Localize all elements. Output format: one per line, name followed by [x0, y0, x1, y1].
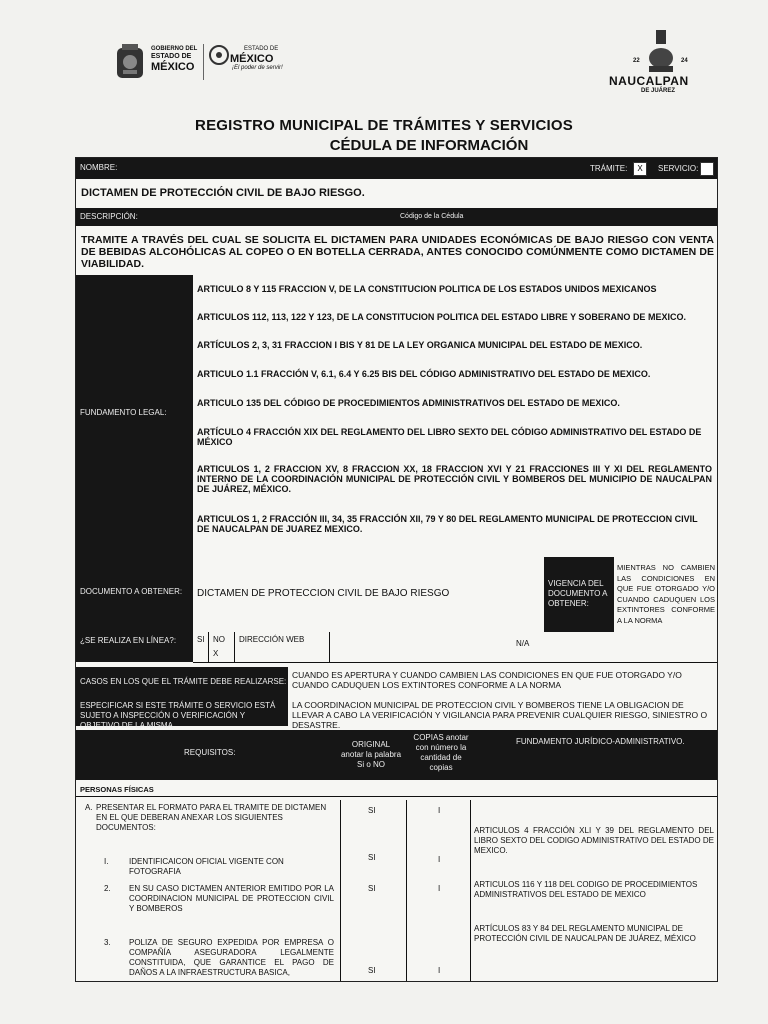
req-text: POLIZA DE SEGURO EXPEDIDA POR EMPRESA O COMPAÑÍA ASEGURADORA LEGALMENTE CONSTITUIDA, QUE GARANTICE EL PAGO DE DAÑOS A LA INFRAESTRUCTURA BASICA, — [129, 938, 334, 977]
state-logo-line1: ESTADO DE — [244, 46, 279, 52]
descripcion-value: TRAMITE A TRAVÉS DEL CUAL SE SOLICITA EL DICTAMEN PARA UNIDADES ECONÓMICAS DE BAJO RIESGO CON VENTA DE BEBIDAS ALCOHÓLICAS AL COPEO O EN BOTELLA CERRADA, ANTES CONOCIDO COMÚNMENTE COMO DICTAMEN DE VIABILIDAD. — [81, 234, 714, 270]
fundamento-label: FUNDAMENTO LEGAL: — [80, 408, 167, 417]
inspeccion-side — [76, 697, 288, 730]
fundamento-item: ARTICULOS 112, 113, 122 Y 123, DE LA CONSTITUCION POLITICA DEL ESTADO LIBRE Y SOBERANO DE MEXICO. — [197, 312, 686, 322]
inspeccion-value: LA COORDINACION MUNICIPAL DE PROTECCION CIVIL Y BOMBEROS TIENE LA OBLIGACION DE LLEVAR A CABO LA VERIFICACIÓN Y VIGILANCIA PARA PREVENIR CUALQUIER RIESGO, SINIESTRO O DESASTRE. — [292, 700, 708, 730]
copias-header: COPIAS anotar con número la cantidad de copias — [413, 733, 469, 772]
servicio-checkbox[interactable] — [700, 162, 714, 176]
casos-value: CUANDO ES APERTURA Y CUANDO CAMBIEN LAS CONDICIONES EN QUE FUE OTORGADO Y/O CUANDO CADUQUEN LOS EXTINTORES CONFORME A LA NORMA — [292, 670, 682, 690]
req-copias: I — [438, 855, 441, 864]
gobierno-estado-logo — [113, 42, 203, 84]
req-text: PRESENTAR EL FORMATO PARA EL TRAMITE DE DICTAMEN EN EL QUE DEBERAN ANEXAR LOS SIGUIENTES DOCUMENTOS: — [96, 803, 327, 832]
fundamento-item: ARTICULOS 1, 2 FRACCION XV, 8 FRACCION XX, 18 FRACCION XVI Y 21 FRACCIONES III Y XI DEL REGLAMENTO INTERNO DE LA COORDINACIÓN MUNICIPAL DE PROTECCIÓN CIVIL Y BOMBEROS DEL MUNICIPIO DE NAUCALPAN DE JUÁREZ, MÉXICO. — [197, 464, 712, 494]
page-title: REGISTRO MUNICIPAL DE TRÁMITES Y SERVICIOS — [195, 117, 573, 134]
servicio-label: SERVICIO: — [658, 164, 699, 173]
req-original: SI — [368, 853, 376, 862]
fundamento-item: ARTICULO 8 Y 115 FRACCION V, DE LA CONSTITUCION POLITICA DE LOS ESTADOS UNIDOS MEXICANOS — [197, 284, 657, 294]
vigencia-value: MIENTRAS NO CAMBIEN LAS CONDICIONES EN QUE FUE OTORGADO Y/O CUANDO CADUQUEN LOS EXTINTORES CONFORME A LA NORMA — [617, 563, 715, 625]
fundamento-item: ARTICULOS 1, 2 FRACCIÓN III, 34, 35 FRACCIÓN XII, 79 Y 80 DEL REGLAMENTO MUNICIPAL DE PROTECCION CIVIL DE NAUCALPAN DE JUAREZ MEXICO. — [197, 514, 698, 534]
gov-logo-line2: ESTADO DE — [151, 53, 192, 60]
flower-emblem-icon — [208, 44, 230, 66]
fundamento-item: ARTICULO 1.1 FRACCIÓN V, 6.1, 6.4 Y 6.25 BIS DEL CÓDIGO ADMINISTRATIVO DEL ESTADO DE MEXICO. — [197, 369, 651, 379]
req-original: SI — [368, 966, 376, 975]
req-original: SI — [368, 884, 376, 893]
divider — [76, 796, 717, 797]
req-copias: I — [438, 884, 441, 893]
linea-label: ¿SE REALIZA EN LÍNEA?: — [80, 636, 177, 645]
req-num: I. — [104, 857, 109, 866]
req-num: A. — [85, 803, 93, 812]
nombre-bar — [76, 158, 717, 179]
muni-logo-name: NAUCALPAN — [609, 74, 689, 88]
divider — [234, 632, 235, 662]
fundamento-side — [76, 275, 193, 557]
requisitos-label: REQUISITOS: — [184, 748, 236, 757]
cedula-form — [75, 157, 718, 982]
requisitos-header — [76, 730, 717, 780]
estado-mexico-logo — [208, 42, 288, 82]
req-text: EN SU CASO DICTAMEN ANTERIOR EMITIDO POR LA COORDINACION MUNICIPAL DE PROTECCION CIVIL Y BOMBEROS — [129, 884, 334, 913]
divider — [193, 662, 717, 663]
muni-logo-num-left: 22 — [633, 58, 640, 64]
column-divider — [340, 800, 341, 981]
web-label: DIRECCIÓN WEB — [239, 635, 305, 644]
fundamento-juridico: ARTICULOS 116 Y 118 DEL CODIGO DE PROCEDIMIENTOS ADMINISTRATIVOS DEL ESTADO DE MEXICO — [474, 880, 698, 899]
fundamento-item: ARTÍCULOS 2, 3, 31 FRACCION I BIS Y 81 DE LA LEY ORGANICA MUNICIPAL DEL ESTADO DE MEXICO. — [197, 340, 643, 350]
req-text: IDENTIFICAICON OFICIAL VIGENTE CON FOTOGRAFIA — [129, 857, 284, 876]
gov-logo-line1: GOBIERNO DEL — [151, 46, 198, 52]
req-copias: I — [438, 966, 441, 975]
state-logo-slogan: ¡El poder de servir! — [232, 65, 283, 71]
state-logo-line2: MÉXICO — [230, 53, 274, 65]
page-subtitle: CÉDULA DE INFORMACIÓN — [329, 137, 529, 154]
linea-no-mark: X — [213, 649, 219, 658]
documento-side — [76, 557, 193, 632]
tramite-checkbox[interactable]: X — [633, 162, 647, 176]
logo-divider — [203, 44, 204, 80]
column-divider — [470, 800, 471, 981]
nombre-label: NOMBRE: — [80, 163, 118, 172]
muni-logo-sub: DE JUÁREZ — [641, 88, 676, 94]
vigencia-label: VIGENCIA DEL DOCUMENTO A OBTENER: — [548, 579, 607, 608]
gov-logo-line3: MÉXICO — [151, 61, 195, 73]
descripcion-label: DESCRIPCIÓN: — [80, 212, 138, 221]
linea-no-label[interactable]: NO — [213, 635, 225, 644]
req-original: SI — [368, 806, 376, 815]
linea-side — [76, 632, 193, 662]
casos-label: CASOS EN LOS QUE EL TRÁMITE DEBE REALIZARSE: — [80, 677, 287, 686]
linea-si-label[interactable]: SI — [197, 635, 205, 644]
casos-side — [76, 667, 288, 697]
vigencia-side — [544, 557, 614, 632]
column-divider — [406, 800, 407, 981]
documento-value: DICTAMEN DE PROTECCION CIVIL DE BAJO RIESGO — [197, 588, 450, 599]
descripcion-bar — [76, 208, 717, 226]
naucalpan-logo — [605, 26, 715, 96]
muni-logo-num-right: 24 — [681, 58, 688, 64]
fundamento-juridico-header: FUNDAMENTO JURÍDICO-ADMINISTRATIVO. — [516, 737, 685, 746]
divider — [208, 632, 209, 662]
req-num: 2. — [104, 884, 111, 893]
req-num: 3. — [104, 938, 111, 947]
fundamento-item: ARTÍCULO 4 FRACCIÓN XIX DEL REGLAMENTO DEL LIBRO SEXTO DEL CÓDIGO ADMINISTRATIVO DEL ESTADO DE MÉXICO — [197, 427, 702, 447]
fundamento-juridico: ARTICULOS 4 FRACCIÓN XLI Y 39 DEL REGLAMENTO DEL LIBRO SEXTO DEL CODIGO ADMINISTRATIVO DEL ESTADO DE MEXICO. — [474, 826, 714, 855]
web-value: N/A — [516, 639, 530, 648]
documento-label: DOCUMENTO A OBTENER: — [80, 587, 183, 596]
divider — [329, 632, 330, 662]
codigo-cedula-label: Código de la Cédula — [400, 213, 464, 220]
nombre-value: DICTAMEN DE PROTECCIÓN CIVIL DE BAJO RIESGO. — [81, 187, 365, 199]
fundamento-juridico: ARTÍCULOS 83 Y 84 DEL REGLAMENTO MUNICIPAL DE PROTECCIÓN CIVIL DE NAUCALPAN DE JUÁREZ, MÉXICO — [474, 924, 696, 943]
coat-of-arms-icon — [113, 42, 147, 82]
req-copias: I — [438, 806, 441, 815]
inspeccion-label: ESPECIFICAR SI ESTE TRÁMITE O SERVICIO ESTÁ SUJETO A INSPECCIÓN O VERIFICACIÓN Y OBJETIVO DE LA MISMA — [80, 701, 276, 730]
naucalpan-emblem-icon — [639, 26, 683, 76]
tramite-label: TRÁMITE: — [590, 164, 628, 173]
personas-fisicas-label: PERSONAS FÍSICAS — [80, 785, 154, 794]
original-header: ORIGINAL anotar la palabra Si o NO — [340, 740, 402, 769]
fundamento-item: ARTICULO 135 DEL CÓDIGO DE PROCEDIMIENTOS ADMINISTRATIVOS DEL ESTADO DE MEXICO. — [197, 398, 620, 408]
